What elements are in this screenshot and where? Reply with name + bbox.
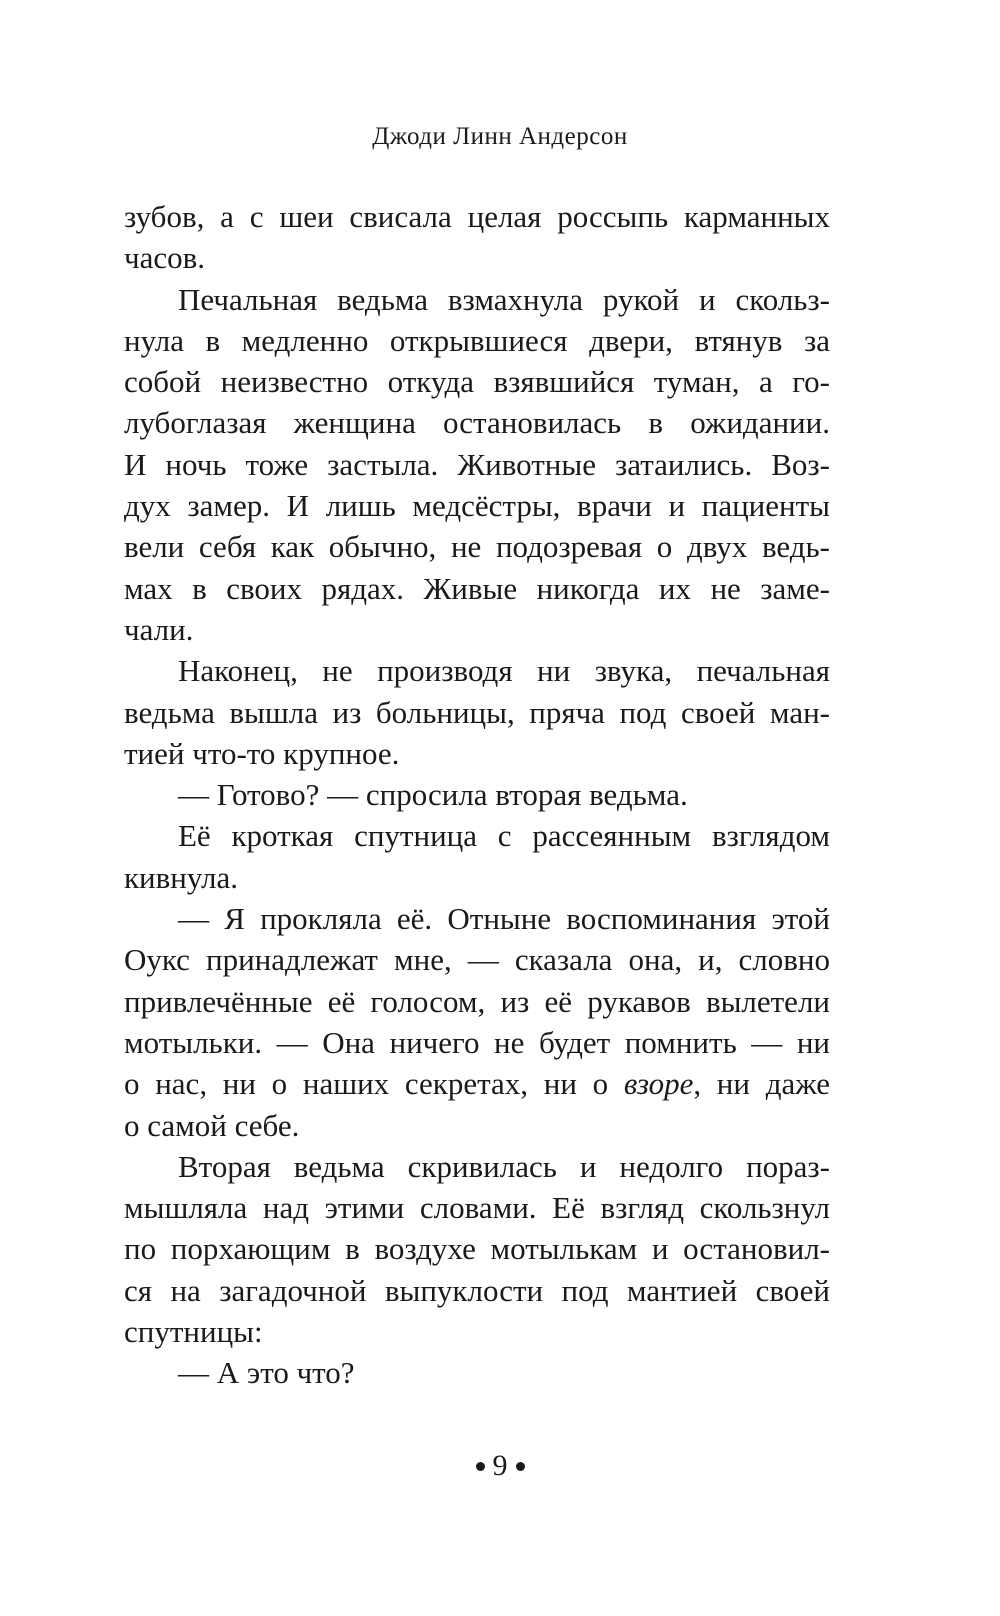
text-line: ведьма вышла из больницы, пряча под своей ман- [124,694,830,730]
text-line [124,1063,830,1104]
text-line: часов. [124,240,205,276]
text-line: — А это что? [178,1355,355,1391]
text-line: мах в своих рядах. Живые никогда их не заме- [124,570,830,606]
text-line: о самой себе. [124,1107,300,1143]
text-line: дух замер. И лишь медсёстры, врачи и пациенты [124,488,830,524]
page-number-value: 9 [492,1449,508,1482]
text-line: Вторая ведьма скривилась и недолго пораз- [178,1148,830,1184]
bullet-icon [516,1462,525,1471]
text-line: собой неизвестно откуда взявшийся туман, а го- [124,364,830,400]
text-fragment: о нас, ни о наших секретах, ни о [124,1066,624,1102]
text-line: привлечённые её голосом, из её рукавов вылетели [124,983,830,1019]
running-head-author: Джоди Линн Андерсон [372,123,628,150]
text-line: по порхающим в воздухе мотылькам и остановил- [124,1231,830,1267]
text-line: тией что-то крупное. [124,735,400,771]
body-text [124,196,830,1394]
text-fragment: , ни даже [693,1066,830,1102]
text-line: мотыльки. — Она ничего не будет помнить — ни [124,1024,830,1060]
italic-word: взоре [623,1066,694,1102]
text-line: чали. [124,611,194,647]
text-line: вели себя как обычно, не подозревая о двух ведь- [124,529,830,565]
text-line: Её кроткая спутница с рассеянным взглядом [178,818,830,854]
page-number [0,1448,1000,1484]
text-line: зубов, а с шеи свисала целая россыпь карманных [124,199,830,234]
text-line: Наконец, не производя ни звука, печальная [178,653,830,689]
text-line: нула в медленно открывшиеся двери, втянув за [124,322,830,358]
text-line: Оукс принадлежат мне, — сказала она, и, словно [124,942,830,978]
text-line: И ночь тоже застыла. Животные затаились. Воз- [124,446,830,482]
text-line: спутницы: [124,1314,263,1350]
text-line: ся на загадочной выпуклости под мантией своей [124,1272,830,1308]
text-line: кивнула. [124,859,238,895]
text-line: — Готово? — спросила вторая ведьма. [178,777,688,813]
bullet-icon [476,1462,485,1471]
text-line: мышляла над этими словами. Её взгляд скользнул [124,1190,830,1226]
text-line: — Я прокляла её. Отныне воспоминания этой [178,901,830,937]
text-line: лубоглазая женщина остановилась в ожидании. [124,405,830,441]
text-line: Печальная ведьма взмахнула рукой и скольз- [178,281,830,317]
